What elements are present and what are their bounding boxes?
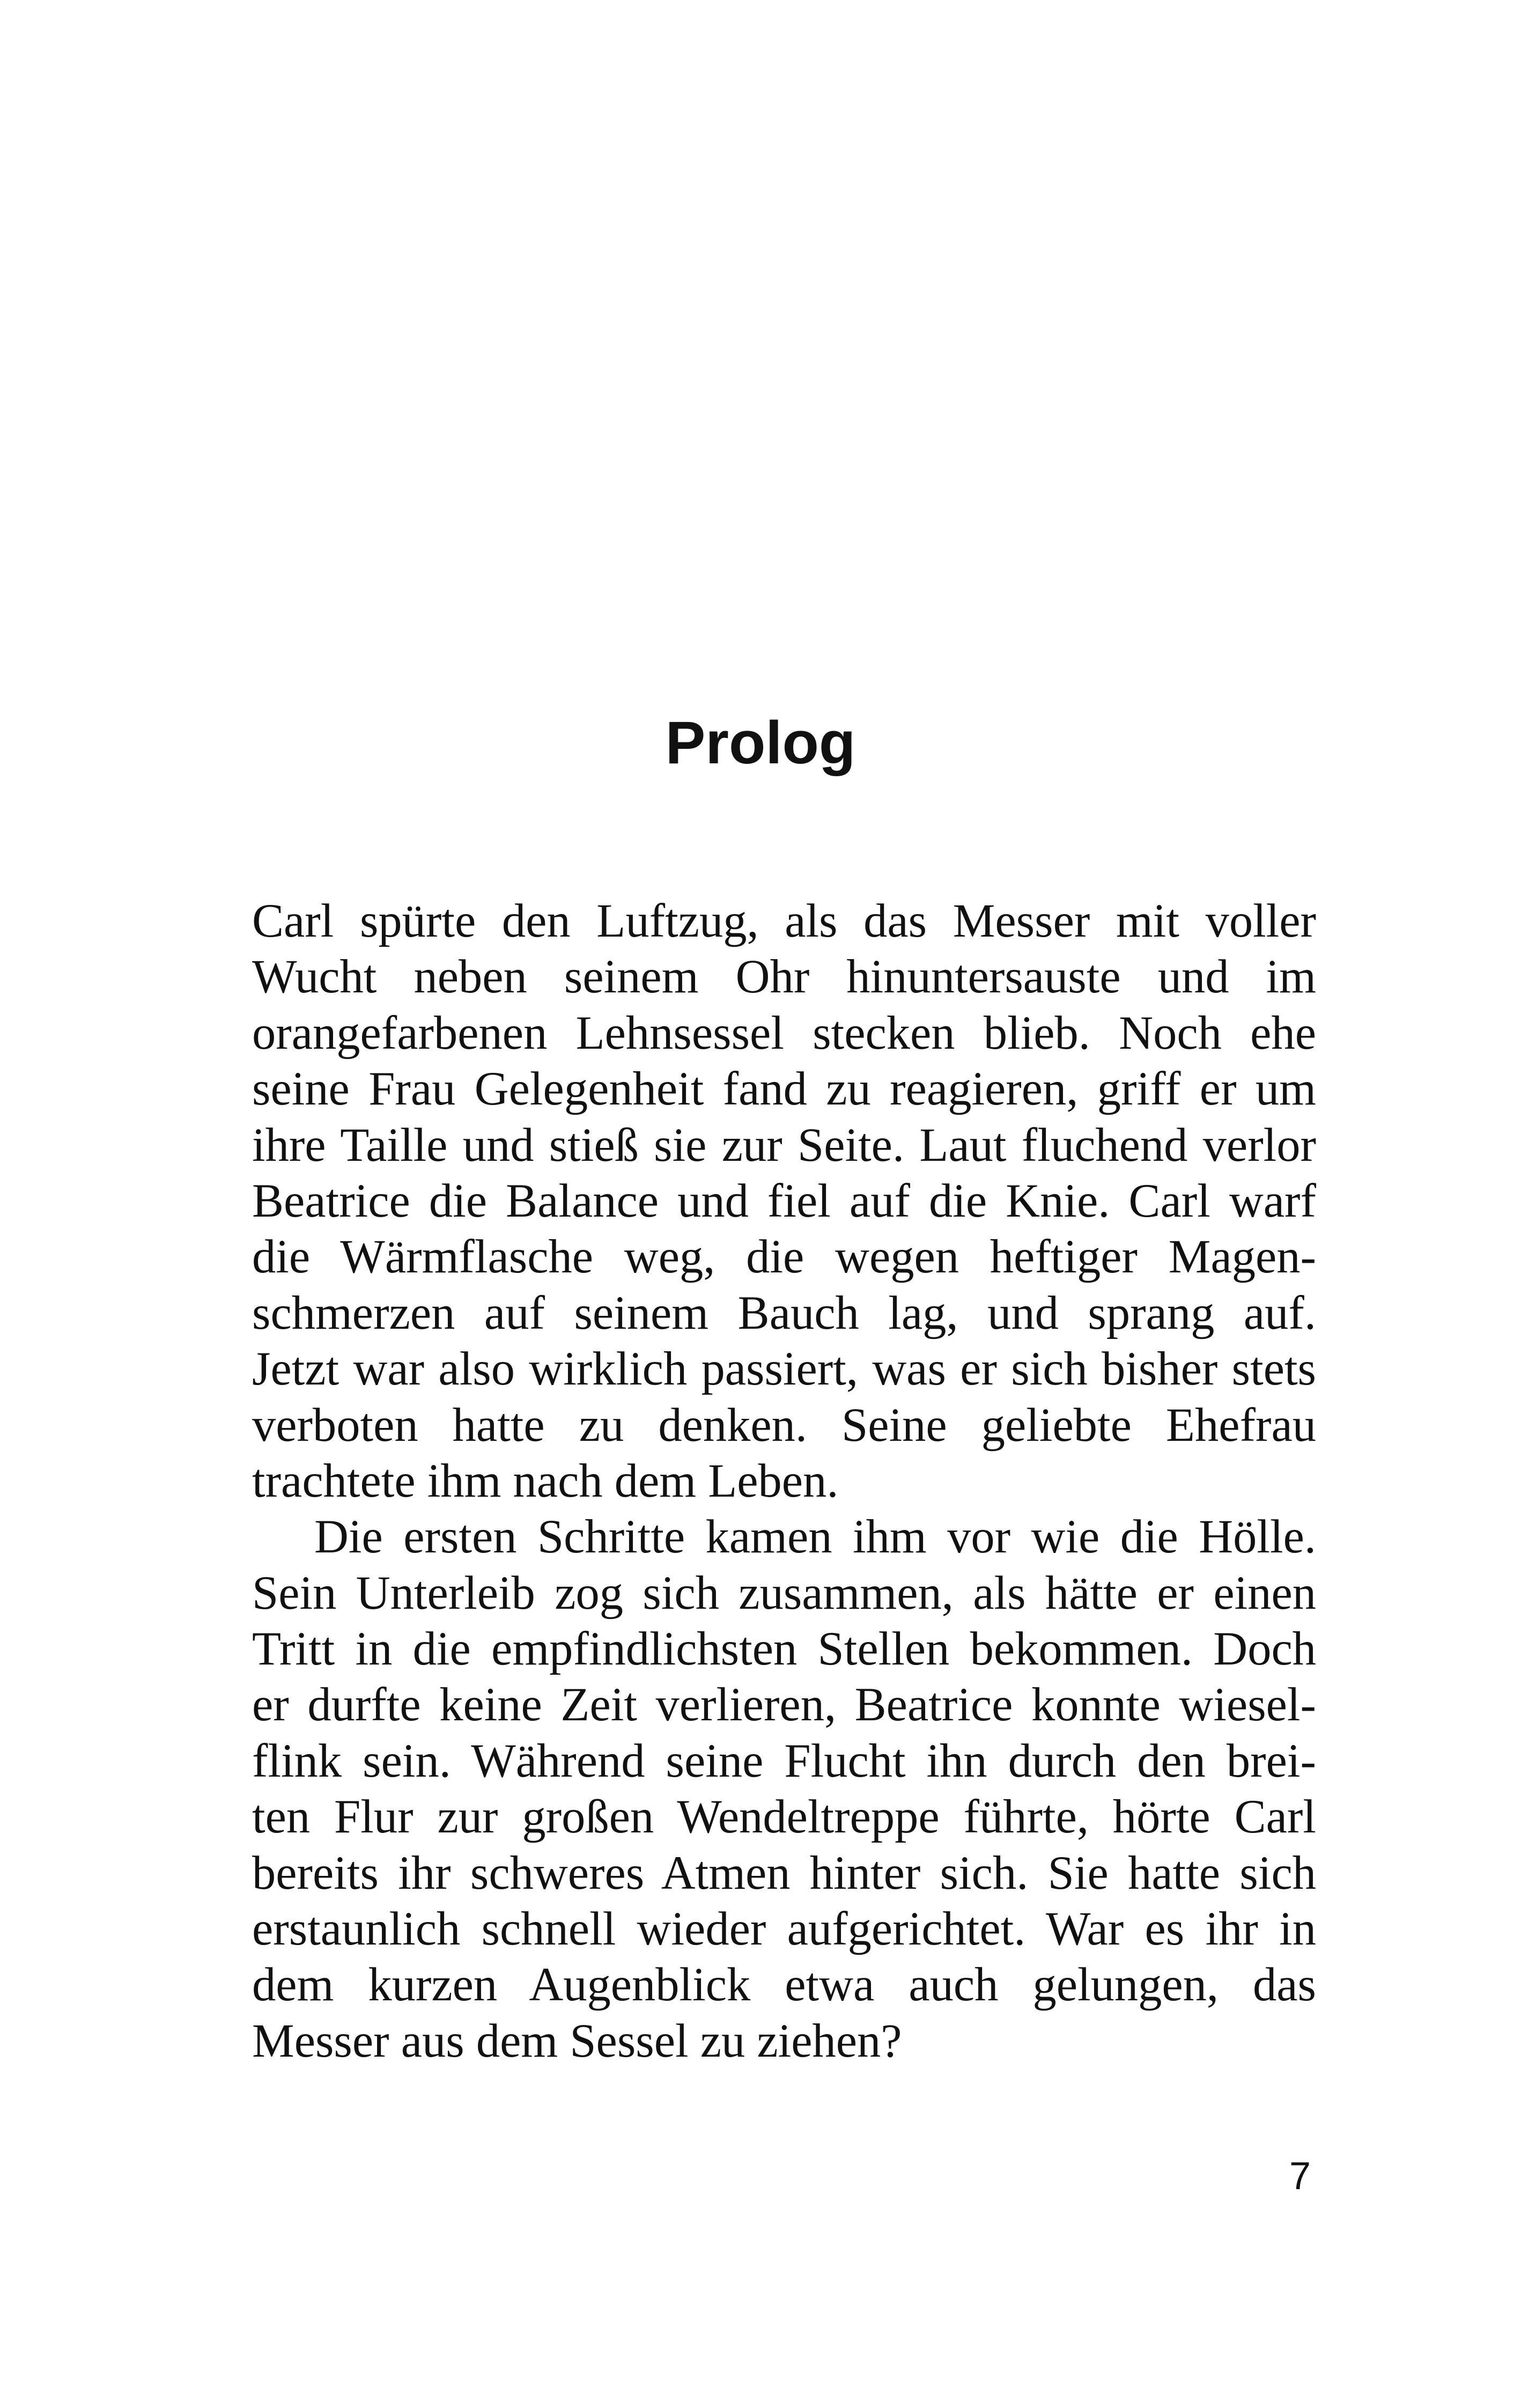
text-line: er durfte keine Zeit verlieren, Beatrice konnte wiesel-: [252, 1678, 1316, 1732]
page-number: 7: [1289, 2155, 1311, 2198]
chapter-title: Prolog: [665, 709, 856, 776]
text-line: Messer aus dem Sessel zu ziehen?: [252, 2014, 902, 2067]
body-text: [252, 893, 1316, 2069]
text-line: verboten hatte zu denken. Seine geliebte Ehefrau: [252, 1398, 1316, 1452]
text-line: Wucht neben seinem Ohr hinuntersauste und im: [252, 951, 1316, 1004]
text-line: schmerzen auf seinem Bauch lag, und sprang auf.: [252, 1286, 1316, 1339]
text-line: die Wärmflasche weg, die wegen heftiger Magen-: [252, 1231, 1316, 1284]
text-line: Tritt in die empfindlichsten Stellen bekommen. Doch: [252, 1623, 1316, 1676]
text-line: seine Frau Gelegenheit fand zu reagieren, griff er um: [252, 1063, 1316, 1116]
paragraph-2: [252, 1509, 1316, 2069]
text-line: dem kurzen Augenblick etwa auch gelungen, das: [252, 1958, 1316, 2012]
text-line: Die ersten Schritte kamen ihm vor wie die Hölle.: [314, 1511, 1316, 1564]
text-line: flink sein. Während seine Flucht ihn durch den brei-: [252, 1734, 1316, 1787]
text-line: erstaunlich schnell wieder aufgerichtet. War es ihr in: [252, 1903, 1316, 1956]
text-line: orangefarbenen Lehnsessel stecken blieb. Noch ehe: [252, 1006, 1316, 1059]
text-line: Sein Unterleib zog sich zusammen, als hätte er einen: [252, 1566, 1316, 1619]
paragraph-1: [252, 893, 1316, 1509]
text-line: Carl spürte den Luftzug, als das Messer mit voller: [252, 895, 1316, 947]
text-line: Jetzt war also wirklich passiert, was er sich bisher stets: [252, 1343, 1316, 1396]
text-line: bereits ihr schweres Atmen hinter sich. Sie hatte sich: [252, 1846, 1316, 1899]
text-line: ten Flur zur großen Wendeltreppe führte, hörte Carl: [252, 1791, 1316, 1844]
text-line: trachtete ihm nach dem Leben.: [252, 1454, 839, 1507]
text-line: Beatrice die Balance und fiel auf die Knie. Carl warf: [252, 1174, 1316, 1227]
text-line: ihre Taille und stieß sie zur Seite. Laut fluchend verlor: [252, 1118, 1316, 1172]
